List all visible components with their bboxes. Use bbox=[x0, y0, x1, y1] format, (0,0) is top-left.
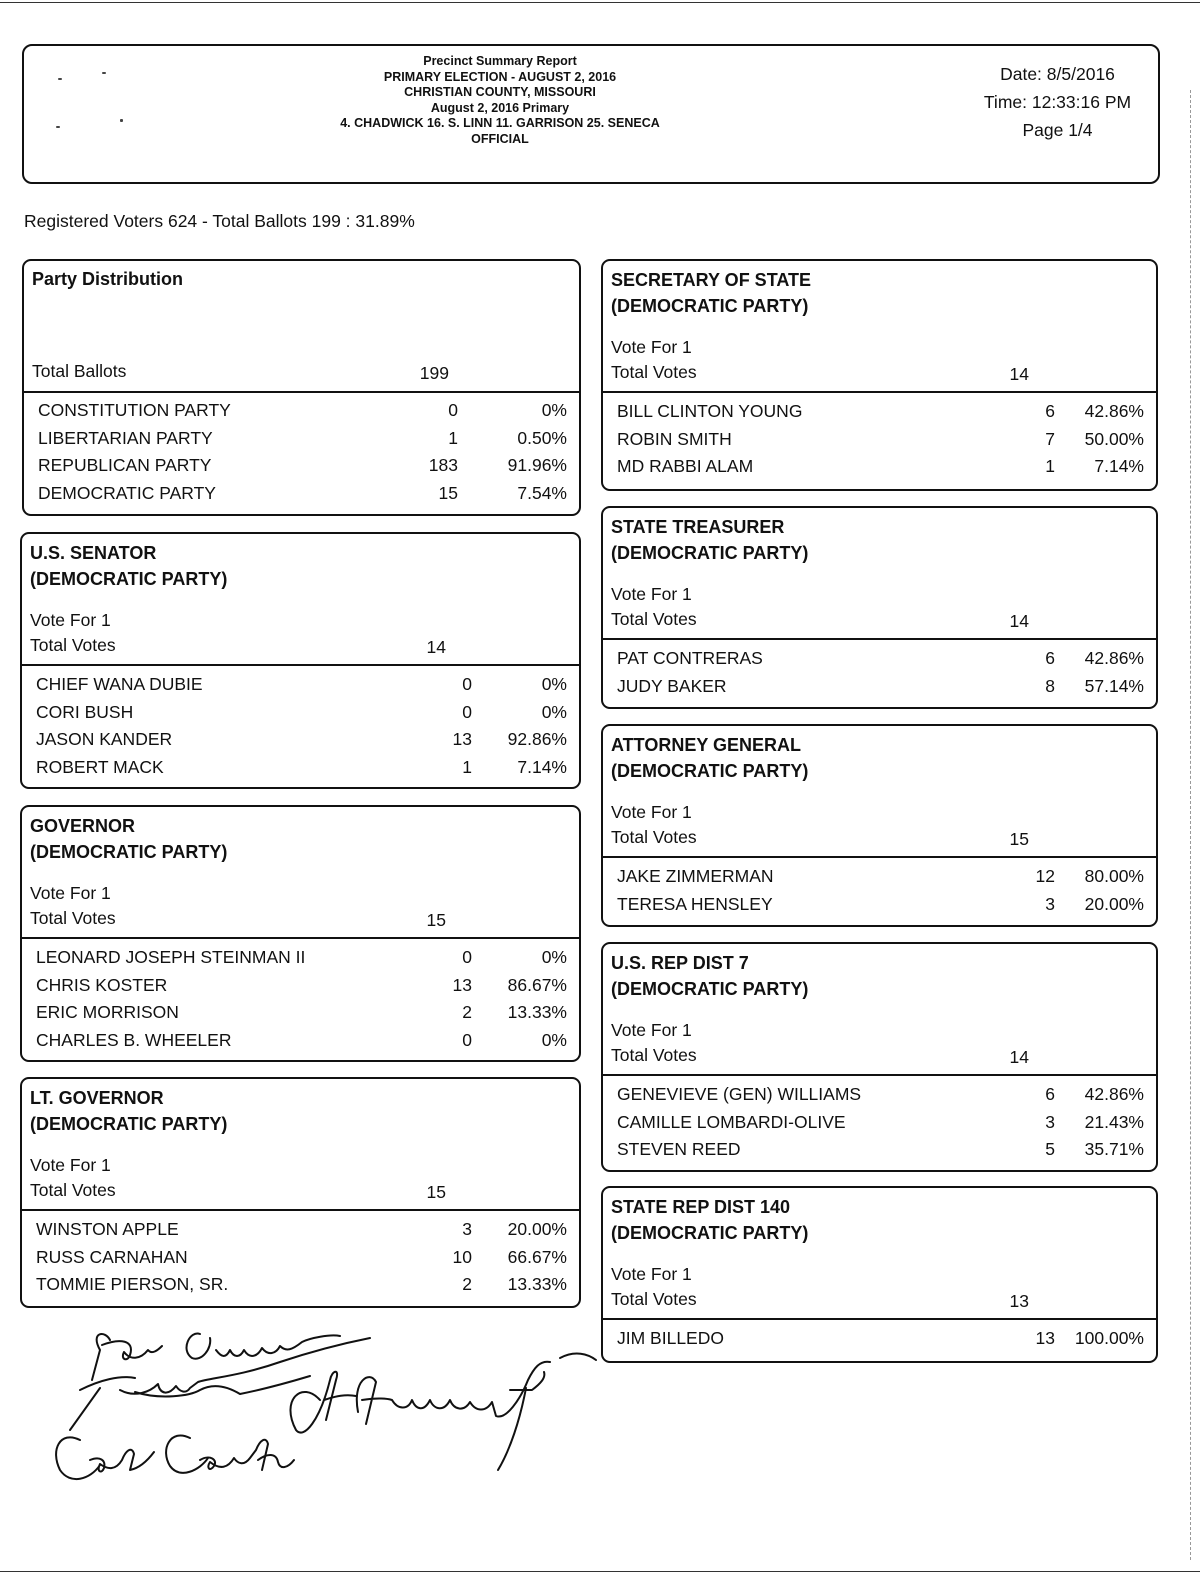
vote-percent: 20.00% bbox=[507, 1219, 567, 1239]
vote-percent: 0% bbox=[541, 674, 567, 694]
vote-for-label: Vote For 1 bbox=[611, 1020, 692, 1040]
divider bbox=[603, 1318, 1156, 1320]
contest-title: LT. GOVERNOR bbox=[30, 1088, 164, 1108]
vote-percent: 0% bbox=[541, 1029, 567, 1050]
result-row bbox=[38, 428, 573, 455]
vote-count: 15 bbox=[438, 482, 458, 503]
result-row bbox=[36, 1274, 573, 1301]
candidate-name: DEMOCRATIC PARTY bbox=[38, 482, 216, 503]
divider bbox=[603, 1074, 1156, 1076]
registration-summary: Registered Voters 624 - Total Ballots 199 : 31.89% bbox=[24, 211, 415, 231]
candidate-name: JASON KANDER bbox=[36, 729, 173, 749]
total-votes-label: Total Votes bbox=[611, 362, 697, 382]
vote-count: 1 bbox=[1045, 456, 1055, 476]
contest-title: U.S. REP DIST 7 bbox=[611, 953, 749, 973]
result-row bbox=[38, 400, 573, 427]
result-row bbox=[36, 674, 573, 701]
vote-count: 0 bbox=[462, 947, 472, 967]
total-votes-value: 14 bbox=[1009, 611, 1029, 631]
vote-percent: 0% bbox=[541, 947, 567, 967]
result-row bbox=[36, 1002, 573, 1029]
candidate-name: REPUBLICAN PARTY bbox=[38, 455, 212, 475]
vote-for-label: Vote For 1 bbox=[611, 337, 692, 357]
scan-speck bbox=[58, 78, 62, 80]
vote-percent: 100.00% bbox=[1074, 1328, 1144, 1348]
divider bbox=[22, 1209, 579, 1211]
vote-percent: 66.67% bbox=[507, 1246, 567, 1267]
candidate-name: JIM BILLEDO bbox=[617, 1328, 724, 1348]
vote-percent: 35.71% bbox=[1084, 1139, 1144, 1159]
vote-count: 7 bbox=[1045, 428, 1055, 449]
contest-party: (DEMOCRATIC PARTY) bbox=[30, 1114, 228, 1134]
total-votes-value: 14 bbox=[1009, 1047, 1029, 1067]
total-votes-label: Total Votes bbox=[611, 1045, 697, 1065]
top-rule bbox=[0, 2, 1200, 3]
vote-count: 13 bbox=[452, 729, 472, 749]
vote-count: 10 bbox=[452, 1246, 472, 1267]
vote-for-label: Vote For 1 bbox=[30, 883, 111, 903]
vote-count: 1 bbox=[448, 427, 458, 448]
candidate-name: RUSS CARNAHAN bbox=[36, 1246, 188, 1267]
result-row bbox=[617, 1139, 1150, 1166]
vote-percent: 7.14% bbox=[1094, 456, 1144, 476]
total-votes-label: Total Votes bbox=[30, 908, 116, 928]
vote-for-label: Vote For 1 bbox=[30, 1155, 111, 1175]
result-row bbox=[36, 1219, 573, 1246]
scan-speck bbox=[56, 126, 60, 128]
vote-count: 0 bbox=[462, 1029, 472, 1050]
candidate-name: PAT CONTRERAS bbox=[617, 648, 763, 668]
vote-count: 2 bbox=[462, 1002, 472, 1022]
vote-count: 6 bbox=[1045, 1084, 1055, 1104]
result-row bbox=[36, 1030, 573, 1057]
result-row bbox=[36, 975, 573, 1002]
vote-count: 0 bbox=[462, 701, 472, 722]
total-ballots-value: 199 bbox=[419, 363, 449, 383]
divider bbox=[22, 937, 579, 939]
result-row bbox=[36, 947, 573, 974]
candidate-name: GENEVIEVE (GEN) WILLIAMS bbox=[617, 1084, 862, 1104]
vote-percent: 86.67% bbox=[507, 974, 567, 995]
divider bbox=[603, 856, 1156, 858]
vote-for-label: Vote For 1 bbox=[611, 1264, 692, 1284]
report-title-block bbox=[230, 54, 770, 147]
total-votes-value: 15 bbox=[1009, 829, 1029, 849]
vote-percent: 57.14% bbox=[1084, 675, 1144, 696]
vote-count: 1 bbox=[462, 756, 472, 777]
contest-title: STATE TREASURER bbox=[611, 517, 785, 537]
total-votes-label: Total Votes bbox=[611, 609, 697, 629]
result-row bbox=[617, 866, 1150, 893]
scan-edge bbox=[1190, 90, 1191, 1560]
vote-percent: 0% bbox=[541, 701, 567, 722]
contest-box bbox=[601, 724, 1158, 927]
scan-speck bbox=[102, 72, 106, 74]
total-votes-value: 15 bbox=[426, 910, 446, 930]
result-row bbox=[617, 429, 1150, 456]
vote-percent: 92.86% bbox=[507, 729, 567, 749]
contest-box bbox=[20, 532, 581, 789]
vote-percent: 42.86% bbox=[1084, 1084, 1144, 1104]
vote-percent: 50.00% bbox=[1084, 428, 1144, 449]
candidate-name: CAMILLE LOMBARDI-OLIVE bbox=[617, 1111, 846, 1132]
page-number: Page 1/4 bbox=[1022, 120, 1093, 140]
vote-count: 0 bbox=[448, 400, 458, 420]
vote-percent: 7.14% bbox=[517, 756, 567, 777]
vote-count: 6 bbox=[1045, 648, 1055, 668]
vote-count: 6 bbox=[1045, 401, 1055, 421]
vote-count: 13 bbox=[1035, 1328, 1055, 1348]
county-name: CHRISTIAN COUNTY, MISSOURI bbox=[404, 85, 596, 99]
report-date: Date: 8/5/2016 bbox=[1000, 64, 1115, 84]
candidate-name: CHIEF WANA DUBIE bbox=[36, 674, 203, 694]
contest-title: ATTORNEY GENERAL bbox=[611, 735, 802, 755]
result-row bbox=[38, 455, 573, 482]
result-row bbox=[617, 1084, 1150, 1111]
contest-party: (DEMOCRATIC PARTY) bbox=[30, 842, 228, 862]
vote-count: 5 bbox=[1045, 1139, 1055, 1159]
vote-percent: 91.96% bbox=[507, 455, 567, 475]
contest-party: (DEMOCRATIC PARTY) bbox=[611, 543, 809, 563]
vote-count: 8 bbox=[1045, 675, 1055, 696]
divider bbox=[603, 391, 1156, 393]
vote-count: 3 bbox=[462, 1219, 472, 1239]
vote-count: 12 bbox=[1035, 866, 1055, 886]
contest-box bbox=[601, 1186, 1158, 1363]
vote-count: 0 bbox=[462, 674, 472, 694]
result-row bbox=[617, 676, 1150, 703]
candidate-name: LEONARD JOSEPH STEINMAN II bbox=[36, 947, 306, 967]
bottom-rule bbox=[0, 1571, 1200, 1572]
official-signatures bbox=[40, 1320, 600, 1505]
contest-party: (DEMOCRATIC PARTY) bbox=[611, 296, 809, 316]
vote-percent: 42.86% bbox=[1084, 401, 1144, 421]
candidate-name: LIBERTARIAN PARTY bbox=[38, 427, 213, 448]
section-title: Party Distribution bbox=[32, 269, 184, 289]
vote-for-label: Vote For 1 bbox=[611, 584, 692, 604]
result-row bbox=[617, 894, 1150, 921]
total-votes-label: Total Votes bbox=[30, 635, 116, 655]
scan-speck bbox=[120, 119, 123, 122]
contest-party: (DEMOCRATIC PARTY) bbox=[611, 979, 809, 999]
candidate-name: WINSTON APPLE bbox=[36, 1219, 179, 1239]
result-row bbox=[38, 483, 573, 510]
total-votes-label: Total Votes bbox=[611, 1289, 697, 1309]
report-meta bbox=[960, 60, 1155, 144]
divider bbox=[24, 391, 579, 393]
contest-party: (DEMOCRATIC PARTY) bbox=[611, 1223, 809, 1243]
contest-title: U.S. SENATOR bbox=[30, 543, 157, 563]
vote-percent: 80.00% bbox=[1084, 866, 1144, 886]
vote-percent: 13.33% bbox=[507, 1274, 567, 1294]
result-row bbox=[36, 1247, 573, 1274]
result-row bbox=[617, 648, 1150, 675]
result-row bbox=[617, 401, 1150, 428]
total-votes-value: 15 bbox=[426, 1182, 446, 1202]
vote-count: 3 bbox=[1045, 1111, 1055, 1132]
candidate-name: TOMMIE PIERSON, SR. bbox=[36, 1274, 229, 1294]
candidate-name: CHARLES B. WHEELER bbox=[36, 1029, 232, 1050]
vote-percent: 13.33% bbox=[507, 1002, 567, 1022]
total-votes-label: Total Votes bbox=[611, 827, 697, 847]
election-date: August 2, 2016 Primary bbox=[430, 100, 570, 115]
contest-party: (DEMOCRATIC PARTY) bbox=[611, 761, 809, 781]
divider bbox=[22, 664, 579, 666]
contest-box bbox=[20, 1077, 581, 1308]
contest-box bbox=[20, 805, 581, 1062]
candidate-name: CHRIS KOSTER bbox=[36, 974, 168, 995]
candidate-name: ERIC MORRISON bbox=[36, 1002, 179, 1022]
contest-title: SECRETARY OF STATE bbox=[611, 270, 812, 290]
election-name: PRIMARY ELECTION - AUGUST 2, 2016 bbox=[383, 69, 617, 84]
vote-percent: 0% bbox=[541, 400, 567, 420]
candidate-name: CONSTITUTION PARTY bbox=[38, 400, 231, 420]
vote-percent: 0.50% bbox=[517, 427, 567, 448]
total-votes-value: 14 bbox=[426, 637, 446, 657]
result-row bbox=[36, 757, 573, 784]
vote-count: 13 bbox=[452, 974, 472, 995]
contest-box bbox=[601, 942, 1158, 1172]
result-row bbox=[617, 1112, 1150, 1139]
total-ballots-label: Total Ballots bbox=[32, 361, 127, 381]
vote-count: 2 bbox=[462, 1274, 472, 1294]
report-title: Precinct Summary Report bbox=[423, 54, 577, 68]
report-time: Time: 12:33:16 PM bbox=[983, 92, 1132, 112]
candidate-name: BILL CLINTON YOUNG bbox=[617, 401, 803, 421]
vote-percent: 42.86% bbox=[1084, 648, 1144, 668]
vote-percent: 21.43% bbox=[1084, 1111, 1144, 1132]
candidate-name: TERESA HENSLEY bbox=[617, 893, 773, 914]
precinct-list: 4. CHADWICK 16. S. LINN 11. GARRISON 25. SENECA bbox=[340, 116, 660, 130]
divider bbox=[603, 638, 1156, 640]
candidate-name: STEVEN REED bbox=[617, 1139, 741, 1159]
contest-box bbox=[601, 259, 1158, 491]
contest-party: (DEMOCRATIC PARTY) bbox=[30, 569, 228, 589]
total-votes-value: 13 bbox=[1009, 1291, 1029, 1311]
vote-count: 3 bbox=[1045, 893, 1055, 914]
candidate-name: CORI BUSH bbox=[36, 701, 134, 722]
vote-count: 183 bbox=[428, 455, 458, 475]
candidate-name: ROBERT MACK bbox=[36, 756, 164, 777]
contest-title: GOVERNOR bbox=[30, 816, 136, 836]
total-votes-value: 14 bbox=[1009, 364, 1029, 384]
candidate-name: JAKE ZIMMERMAN bbox=[617, 866, 774, 886]
candidate-name: MD RABBI ALAM bbox=[617, 456, 754, 476]
result-row bbox=[617, 456, 1150, 483]
result-row bbox=[617, 1328, 1150, 1355]
official-label: OFFICIAL bbox=[471, 131, 529, 146]
candidate-name: ROBIN SMITH bbox=[617, 428, 732, 449]
contest-title: STATE REP DIST 140 bbox=[611, 1197, 791, 1217]
vote-percent: 7.54% bbox=[517, 482, 567, 503]
party-distribution-box bbox=[22, 259, 581, 516]
vote-for-label: Vote For 1 bbox=[30, 610, 111, 630]
vote-percent: 20.00% bbox=[1084, 893, 1144, 914]
vote-for-label: Vote For 1 bbox=[611, 802, 692, 822]
result-row bbox=[36, 729, 573, 756]
result-row bbox=[36, 702, 573, 729]
candidate-name: JUDY BAKER bbox=[617, 675, 727, 696]
contest-box bbox=[601, 506, 1158, 709]
total-votes-label: Total Votes bbox=[30, 1180, 116, 1200]
